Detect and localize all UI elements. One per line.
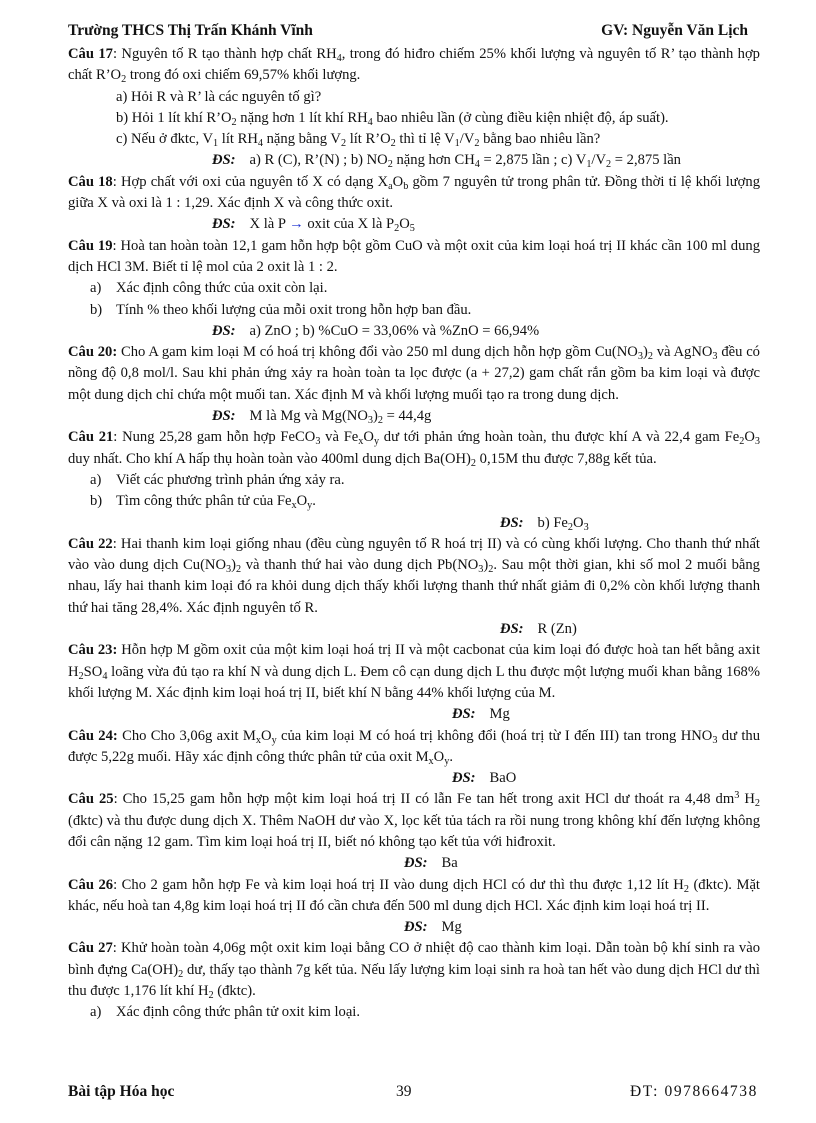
- page-number: 39: [396, 1083, 412, 1100]
- answer-25: ĐS: Ba: [404, 855, 458, 872]
- question-19-part-b: b) Tính % theo khối lượng của mỗi oxit trong hỗn hợp ban đầu.: [90, 301, 472, 318]
- question-17-part-c: c) Nếu ở đktc, $V_1$ lít $RH_4$ nặng bằng $V_2$ lít $R’O_2$ thì tỉ lệ $V_1/V_2$ bằng bao nhiêu lần?: [116, 131, 601, 150]
- question-19: Câu 19: Hoà tan hoàn toàn 12,1 gam hỗn hợp bột gồm CuO và một oxit của kim loại hoá trị II khác cần 100 ml dung dịch HCl 3M. Biết tỉ lệ mol của 2 oxit là 1 : 2.: [68, 237, 760, 275]
- answer-26: ĐS: Mg: [404, 919, 462, 936]
- question-number: Câu 20:: [68, 344, 118, 361]
- answer-17: ĐS: a) R (C), R’(N) ; b) $NO_2$ nặng hơn $CH_4 = 2,875$ lần ; c) $V_1/V_2 = 2,875$ lần: [212, 152, 681, 171]
- answer-21: ĐS: b) $Fe_2O_3$: [500, 514, 589, 533]
- question-24: Câu 24: Cho Cho 3,06g axit $M_xO_y$ của kim loại M có hoá trị không đổi (hoá trị từ I đến III) tan trong $HNO_3$ dư thu được 5,22g muối. Hãy xác định công thức phân tử của oxit $M_xO_y$.: [68, 727, 761, 767]
- question-25: Câu 25: Cho 15,25 gam hỗn hợp một kim loại hoá trị II có lẫn Fe tan hết trong axit HCl dư thoát ra 4,48 $dm^3$ $H_2$ (đktc) và thu được dung dịch X. Thêm NaOH dư vào X, lọc kết tủa tách ra rồi nung trong không khí đến lượng không đổi cân nặng 12 gam. Tìm kim loại hoá trị II, biết nó không tạo kết tủa với hiđroxit.: [68, 790, 760, 850]
- question-19-part-a: a) Xác định công thức của oxit còn lại.: [90, 280, 328, 297]
- answer-23: ĐS: Mg: [452, 706, 510, 723]
- question-21: Câu 21: Nung 25,28 gam hỗn hợp FeCO$_3$ và $Fe_xO_y$ dư tới phản ứng hoàn toàn, thu được khí A và 22,4 gam $Fe_2O_3$ duy nhất. Cho khí A hấp thụ hoàn toàn vào 400ml dung dịch $Ba(OH)_2$ 0,15M thu được 7,88g kết tủa.: [68, 429, 761, 469]
- answer-18: ĐS: X là P → oxit của X là $P_2O_5$: [212, 216, 415, 235]
- question-22: Câu 22: Hai thanh kim loại giống nhau (đều cùng nguyên tố R hoá trị II) và có cùng khối lượng. Cho thanh thứ nhất vào vào dung dịch $Cu(NO_3)_2$ và thanh thứ hai vào dung dịch $Pb(NO_3)_2$. Sau một thời gian, khi số mol 2 muối bằng nhau, lấy hai thanh kim loại đó ra khỏi dung dịch thấy khối lượng thanh thứ nhất giảm đi 0,2% còn khối lượng thanh thứ hai tăng 28,4%. Xác định nguyên tố R.: [68, 535, 760, 616]
- question-number: Câu 25: [68, 791, 114, 808]
- answer-24: ĐS: BaO: [452, 770, 517, 787]
- question-number: Câu 18: [68, 173, 113, 190]
- question-17-part-a: a) Hỏi R và R’ là các nguyên tố gì?: [116, 88, 322, 105]
- phone-number: ĐT: 0978664738: [630, 1083, 758, 1100]
- question-number: Câu 21: [68, 429, 114, 446]
- question-number: Câu 24:: [68, 727, 118, 744]
- answer-19: ĐS: a) ZnO ; b) %CuO = 33,06% và %ZnO = 66,94%: [212, 322, 540, 339]
- answer-20: ĐS: M là Mg và $Mg(NO_3)_2 = 44,4g$: [212, 408, 432, 427]
- question-23: Câu 23: Hỗn hợp M gồm oxit của một kim loại hoá trị II và một cacbonat của kim loại đó được hoà tan hết bằng axit $H_2SO_4$ loãng vừa đủ tạo ra khí N và dung dịch L. Đem cô cạn dung dịch L thu được một lượng muối khan bằng 168% khối lượng M. Xác định kim loại hoá trị II, biết khí N bằng 44% khối lượng của M.: [68, 642, 760, 701]
- question-17: Câu 17: Nguyên tố R tạo thành hợp chất $RH_4$, trong đó hiđro chiếm 25% khối lượng và nguyên tố R’ tạo thành hợp chất $R’O_2$ trong đó oxi chiếm 69,57% khối lượng.: [68, 46, 760, 86]
- subject-label: Bài tập Hóa học: [68, 1083, 175, 1100]
- question-21-part-a: a) Viết các phương trình phản ứng xảy ra.: [90, 471, 345, 488]
- question-number: Câu 17: [68, 46, 113, 62]
- question-number: Câu 22: [68, 535, 113, 552]
- arrow-icon: →: [289, 216, 304, 233]
- question-20: Câu 20: Cho A gam kim loại M có hoá trị không đổi vào 250 ml dung dịch hỗn hợp gồm $Cu(NO_3)_2$ và AgNO$_3$ đều có nồng độ 0,8 mol/l. Sau khi phản ứng xảy ra hoàn toàn ta lọc được (a + 27,2) gam chất rắn gồm ba kim loại và được một dung dịch chỉ chứa một muối tan. Xác định M và khối lượng muối tạo ra trong dung dịch.: [68, 344, 760, 403]
- question-number: Câu 19: [68, 237, 113, 254]
- question-21-part-b: b) Tìm công thức phân tử của $Fe_xO_y$.: [90, 493, 316, 512]
- question-number: Câu 23:: [68, 642, 118, 659]
- question-27: Câu 27: Khử hoàn toàn 4,06g một oxit kim loại bằng CO ở nhiệt độ cao thành kim loại. Dẫn toàn bộ khí sinh ra vào bình đựng $Ca(OH)_2$ dư, thấy tạo thành 7g kết tủa. Nếu lấy lượng kim loại sinh ra hoà tan hết vào dung dịch HCl dư thì thu được 1,176 lít khí $H_2$ (đktc).: [68, 940, 760, 1002]
- page-footer: [68, 1083, 758, 1105]
- page-header: [68, 22, 748, 44]
- question-18: Câu 18: Hợp chất với oxi của nguyên tố X có dạng $X_aO_b$ gồm 7 nguyên tử trong phân tử. Đồng thời tỉ lệ khối lượng giữa X và oxi là 1 : 1,29. Xác định X và công thức oxit.: [68, 173, 760, 212]
- answer-22: ĐS: R (Zn): [500, 621, 577, 638]
- question-number: Câu 27: [68, 940, 113, 957]
- question-number: Câu 26: [68, 876, 114, 893]
- question-27-part-a: a) Xác định công thức phân tử oxit kim loại.: [90, 1004, 361, 1021]
- school-name: Trường THCS Thị Trấn Khánh Vĩnh: [68, 22, 313, 39]
- question-26: Câu 26: Cho 2 gam hỗn hợp Fe và kim loại hoá trị II vào dung dịch HCl có dư thì thu được 1,12 lít $H_2$ (đktc). Mặt khác, nếu hoà tan 4,8g kim loại hoá trị II đó cần chưa đến 500 ml dung dịch HCl. Xác định kim loại hoá trị II.: [68, 876, 760, 914]
- document-body: [68, 44, 760, 1024]
- teacher-name: GV: Nguyễn Văn Lịch: [601, 22, 748, 39]
- question-17-part-b: b) Hỏi 1 lít khí $R’O_2$ nặng hơn 1 lít khí $RH_4$ bao nhiêu lần (ở cùng điều kiện nhiệt độ, áp suất).: [116, 109, 669, 128]
